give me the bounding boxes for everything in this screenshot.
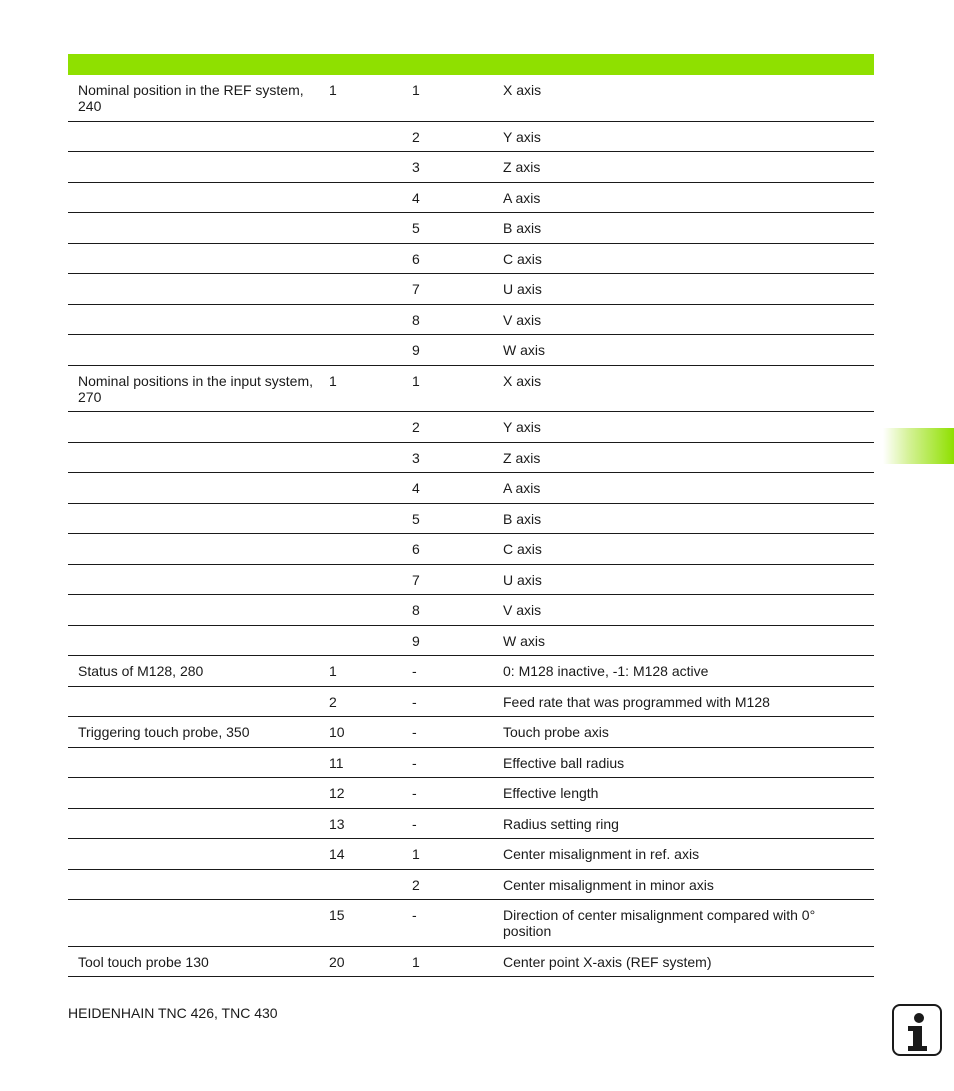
table-row <box>68 412 874 443</box>
row-meaning: Z axis <box>503 159 541 175</box>
row-meaning: U axis <box>503 571 542 588</box>
row-meaning: 0: M128 inactive, -1: M128 active <box>503 663 709 679</box>
row-name: Nominal positions in the input system, 270 <box>78 372 313 405</box>
row-type: 12 <box>329 785 345 801</box>
data-table <box>68 75 874 977</box>
table-row <box>68 335 874 366</box>
row-type: 15 <box>329 907 345 923</box>
row-meaning: C axis <box>503 250 542 267</box>
table-row <box>68 305 874 336</box>
table-row <box>68 656 874 687</box>
row-number: - <box>412 754 417 771</box>
row-type: 13 <box>329 815 345 832</box>
row-meaning: Center misalignment in ref. axis <box>503 846 700 862</box>
row-number: 2 <box>412 128 420 145</box>
row-meaning: A axis <box>503 480 541 496</box>
row-meaning: Touch probe axis <box>503 724 609 740</box>
row-type: 11 <box>329 754 344 771</box>
row-type: 2 <box>329 693 337 710</box>
row-meaning: W axis <box>503 342 545 358</box>
footer-text: HEIDENHAIN TNC 426, TNC 430 <box>68 1005 278 1021</box>
table-row <box>68 183 874 214</box>
info-icon <box>892 1004 942 1056</box>
row-meaning: Center misalignment in minor axis <box>503 876 714 893</box>
table-row <box>68 75 874 122</box>
row-number: 8 <box>412 602 420 618</box>
row-number: 5 <box>412 510 420 527</box>
row-name: Triggering touch probe, 350 <box>78 724 250 740</box>
row-meaning: U axis <box>503 281 542 297</box>
row-meaning: X axis <box>503 372 542 389</box>
table-row <box>68 839 874 870</box>
row-type: 20 <box>329 953 345 970</box>
row-number: - <box>412 907 417 923</box>
row-number: 2 <box>412 419 420 435</box>
row-meaning: A axis <box>503 189 541 206</box>
table-row <box>68 443 874 474</box>
row-number: 9 <box>412 632 420 649</box>
row-name: Status of M128, 280 <box>78 663 204 679</box>
row-meaning: X axis <box>503 82 542 98</box>
table-row <box>68 717 874 748</box>
row-meaning: B axis <box>503 220 542 236</box>
row-number: 4 <box>412 480 420 496</box>
row-number: 1 <box>412 372 420 389</box>
table-row <box>68 244 874 275</box>
row-number: - <box>412 724 417 740</box>
row-number: 1 <box>412 82 420 98</box>
row-meaning: W axis <box>503 632 545 649</box>
row-number: 1 <box>412 846 420 862</box>
row-meaning: Effective length <box>503 785 599 801</box>
row-meaning: Direction of center misalignment compared with 0° position <box>503 907 816 939</box>
table-row <box>68 687 874 718</box>
row-number: 5 <box>412 220 420 236</box>
row-number: 9 <box>412 342 420 358</box>
table-header-bar <box>68 54 874 75</box>
row-number: 2 <box>412 876 420 893</box>
table-row <box>68 366 874 413</box>
row-number: 3 <box>412 159 420 175</box>
row-type: 10 <box>329 724 345 740</box>
row-meaning: Center point X-axis (REF system) <box>503 953 712 970</box>
table-row <box>68 565 874 596</box>
table-row <box>68 473 874 504</box>
row-number: 4 <box>412 189 420 206</box>
row-type: 1 <box>329 663 337 679</box>
row-number: 8 <box>412 311 420 328</box>
table-row <box>68 748 874 779</box>
row-number: 3 <box>412 449 420 466</box>
row-meaning: V axis <box>503 311 542 328</box>
table-row <box>68 504 874 535</box>
row-meaning: Effective ball radius <box>503 754 625 771</box>
table-row <box>68 778 874 809</box>
table-row <box>68 122 874 153</box>
row-meaning: Y axis <box>503 128 541 145</box>
table-row <box>68 534 874 565</box>
row-meaning: B axis <box>503 510 542 527</box>
row-number: - <box>412 663 417 679</box>
table-row <box>68 274 874 305</box>
table-row <box>68 870 874 901</box>
row-number: - <box>412 815 417 832</box>
row-type: 1 <box>329 82 337 98</box>
row-meaning: C axis <box>503 541 542 557</box>
table-row <box>68 626 874 657</box>
row-type: 1 <box>329 372 337 389</box>
row-number: 7 <box>412 281 420 297</box>
table-row <box>68 213 874 244</box>
row-meaning: V axis <box>503 602 542 618</box>
row-type: 14 <box>329 846 345 862</box>
row-number: 6 <box>412 250 420 267</box>
chapter-tab <box>883 428 954 464</box>
row-meaning: Y axis <box>503 419 541 435</box>
table-row <box>68 947 874 978</box>
table-row <box>68 595 874 626</box>
table-row <box>68 152 874 183</box>
row-number: - <box>412 693 417 710</box>
row-name: Tool touch probe 130 <box>78 953 209 970</box>
row-number: - <box>412 785 417 801</box>
row-number: 7 <box>412 571 420 588</box>
row-number: 6 <box>412 541 420 557</box>
row-meaning: Radius setting ring <box>503 815 619 832</box>
row-meaning: Feed rate that was programmed with M128 <box>503 693 770 710</box>
row-meaning: Z axis <box>503 449 541 466</box>
row-name: Nominal position in the REF system, 240 <box>78 82 304 114</box>
table-row <box>68 900 874 947</box>
row-number: 1 <box>412 953 420 970</box>
table-row <box>68 809 874 840</box>
